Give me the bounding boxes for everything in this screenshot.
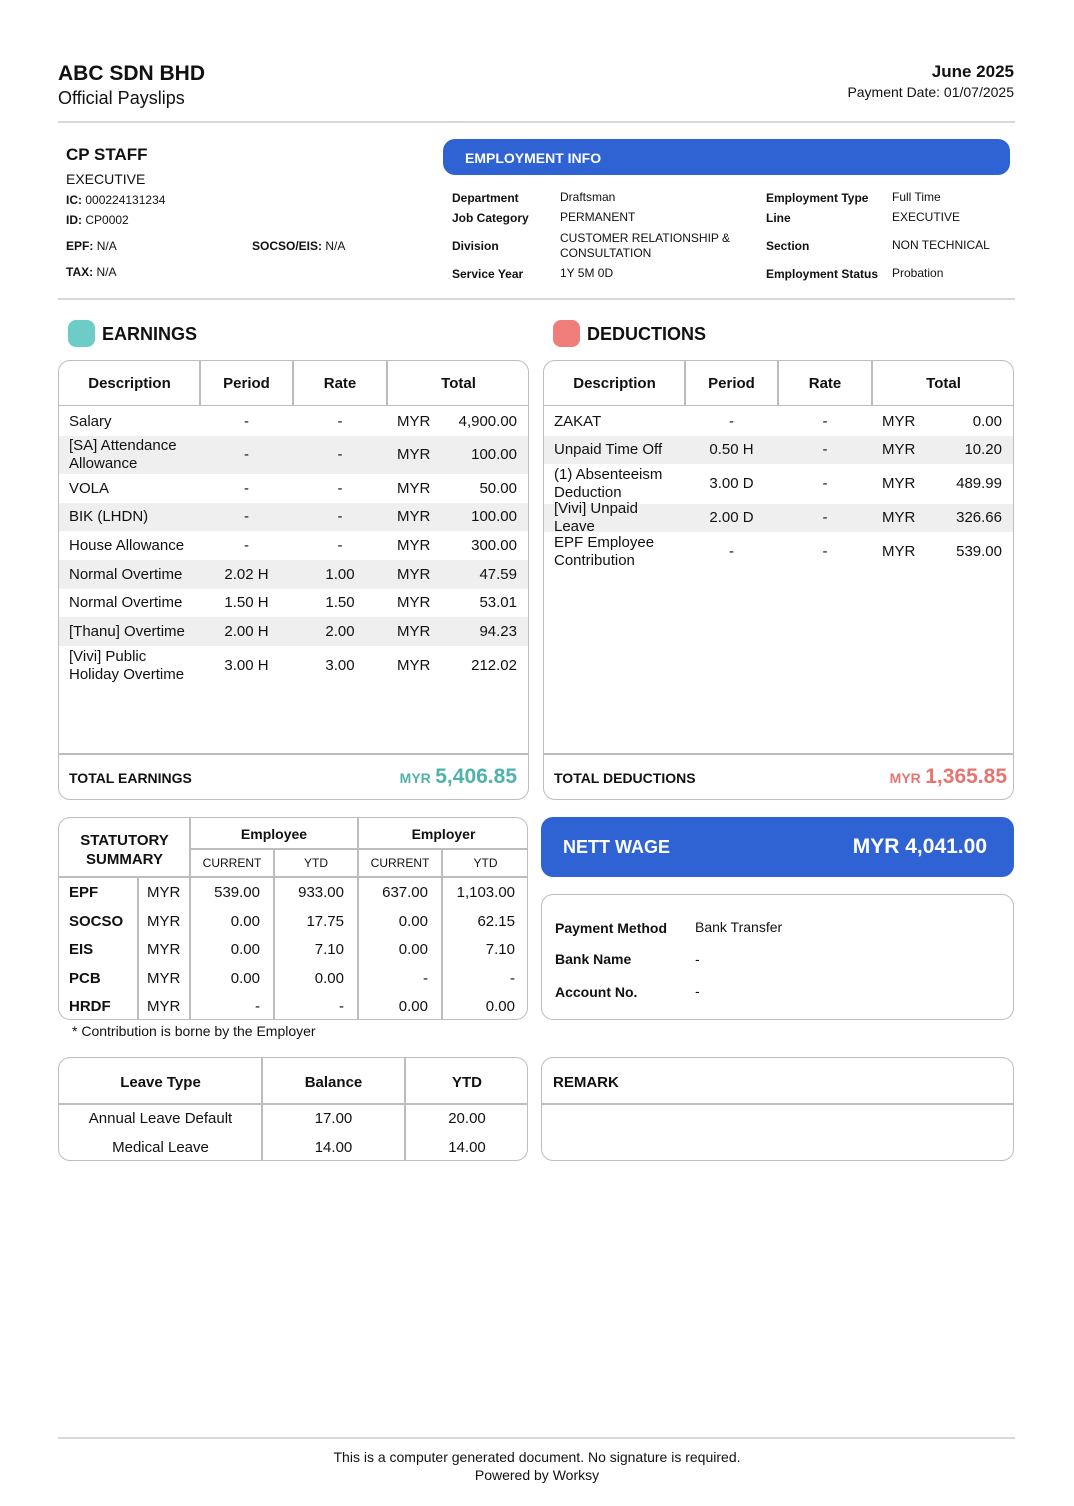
- earnings-title: EARNINGS: [102, 324, 198, 344]
- statutory-employee-header: Employee: [240, 826, 308, 842]
- info-value-job-category: PERMANENT: [560, 210, 636, 224]
- earnings-table-header: [59, 361, 528, 406]
- nett-wage-banner: [541, 817, 1014, 877]
- earnings-col-description: Description: [88, 374, 171, 392]
- total-earnings-label: TOTAL EARNINGS: [69, 770, 192, 786]
- info-label-line: Line: [766, 211, 791, 225]
- payment-date: Payment Date: 01/07/2025: [847, 84, 1014, 100]
- earnings-marker-icon: [68, 320, 95, 347]
- earnings-row: BIK (LHDN) - - MYR 100.00: [59, 503, 528, 531]
- earnings-row: Normal Overtime 1.50 H 1.50 MYR 53.01: [69, 594, 517, 611]
- deductions-table-header: [544, 361, 1013, 406]
- statutory-summary-table: [58, 817, 528, 1020]
- statutory-row: SOCSO MYR 0.00 17.75 0.00 62.15: [69, 912, 515, 930]
- info-value-section: NON TECHNICAL: [892, 238, 990, 252]
- total-deductions-value: MYR 1,365.85: [889, 765, 1007, 788]
- remark-panel: [541, 1057, 1014, 1161]
- deductions-row: [Vivi] Unpaid Leave 2.00 D - MYR 326.66: [544, 504, 1013, 532]
- info-label-division: Division: [452, 239, 499, 253]
- deductions-table: [543, 360, 1014, 800]
- payment-method-label: Payment Method: [555, 920, 668, 936]
- employee-epf: EPF: N/A: [66, 239, 117, 253]
- deductions-col-period: Period: [708, 374, 755, 392]
- leave-col-ytd: YTD: [452, 1074, 482, 1091]
- deductions-title: DEDUCTIONS: [587, 324, 707, 344]
- leave-table: [58, 1057, 528, 1161]
- info-value-department: Draftsman: [560, 190, 616, 204]
- deductions-col-total: Total: [926, 374, 961, 392]
- info-label-section: Section: [766, 239, 810, 253]
- leave-row-type: Medical Leave: [112, 1139, 209, 1156]
- leave-col-type: Leave Type: [120, 1074, 201, 1091]
- earnings-row: [Vivi] Public Holiday Overtime 3.00 H 3.00 MYR 212.02: [69, 648, 517, 683]
- employee-divider: [58, 298, 1015, 300]
- info-label-employment-type: Employment Type: [766, 191, 869, 205]
- employment-info-header: EMPLOYMENT INFO: [443, 139, 1010, 175]
- info-label-service-year: Service Year: [452, 267, 524, 281]
- info-value-employment-type: Full Time: [892, 190, 941, 204]
- info-value-service-year: 1Y 5M 0D: [560, 266, 614, 280]
- statutory-note: * Contribution is borne by the Employer: [72, 1023, 316, 1039]
- earnings-col-total: Total: [441, 374, 476, 392]
- statutory-row: HRDF MYR - - 0.00 0.00: [69, 998, 515, 1015]
- footer-divider: [58, 1437, 1015, 1439]
- employee-name: CP STAFF: [66, 145, 148, 164]
- leave-col-balance: Balance: [304, 1074, 363, 1091]
- earnings-row: VOLA - - MYR 50.00: [69, 479, 517, 497]
- payment-method-value: Bank Transfer: [695, 919, 783, 935]
- employee-id: ID: CP0002: [66, 213, 129, 227]
- header-divider: [58, 121, 1015, 123]
- total-earnings-value: MYR 5,406.85: [399, 765, 517, 788]
- company-name: ABC SDN BHD: [58, 62, 205, 85]
- employer-ytd-header: YTD: [473, 856, 498, 870]
- info-value-employment-status: Probation: [892, 266, 944, 280]
- employee-tax: TAX: N/A: [66, 265, 117, 279]
- info-label-department: Department: [452, 191, 519, 205]
- earnings-row: House Allowance - - MYR 300.00: [69, 536, 517, 554]
- pay-period: June 2025: [931, 62, 1014, 81]
- footer-disclaimer: This is a computer generated document. No signature is required.: [333, 1449, 741, 1465]
- nett-wage-label: NETT WAGE: [563, 837, 670, 857]
- footer-powered-by: Powered by Worksy: [474, 1467, 600, 1483]
- earnings-table: [58, 360, 529, 800]
- leave-row-ytd: 14.00: [448, 1139, 486, 1156]
- leave-row-balance: 17.00: [314, 1110, 353, 1127]
- earnings-row: Salary - - MYR 4,900.00: [69, 413, 517, 430]
- employer-current-header: CURRENT: [370, 856, 430, 870]
- employee-position: EXECUTIVE: [66, 171, 146, 187]
- leave-row-ytd: 20.00: [448, 1110, 486, 1127]
- bank-name-value: -: [695, 951, 700, 967]
- bank-name-label: Bank Name: [555, 951, 632, 967]
- deductions-col-rate: Rate: [808, 374, 842, 392]
- info-value-line: EXECUTIVE: [892, 210, 961, 224]
- employee-ytd-header: YTD: [304, 856, 328, 870]
- deductions-row: Unpaid Time Off 0.50 H - MYR 10.20: [544, 436, 1013, 464]
- nett-wage-value: MYR 4,041.00: [852, 835, 987, 858]
- info-label-job-category: Job Category: [452, 211, 529, 225]
- statutory-title: STATUTORY SUMMARY: [80, 832, 169, 868]
- payment-info-panel: [541, 894, 1014, 1020]
- earnings-row: Normal Overtime 2.02 H 1.00 MYR 47.59: [59, 560, 528, 589]
- leave-row-type: Annual Leave Default: [88, 1110, 233, 1127]
- statutory-employer-header: Employer: [411, 826, 476, 842]
- employee-ic: IC: 000224131234: [66, 193, 166, 207]
- earnings-row: [SA] Attendance Allowance - - MYR 100.00: [59, 436, 528, 474]
- employee-socso: SOCSO/EIS: N/A: [252, 239, 346, 253]
- statutory-row: EPF MYR 539.00 933.00 637.00 1,103.00: [69, 884, 515, 901]
- deductions-col-description: Description: [573, 374, 656, 392]
- statutory-row: PCB MYR 0.00 0.00 - -: [69, 969, 515, 987]
- deductions-row: EPF Employee Contribution - - MYR 539.00: [554, 534, 1002, 569]
- document-subtitle: Official Payslips: [58, 88, 185, 108]
- earnings-col-period: Period: [223, 374, 270, 392]
- deductions-marker-icon: [553, 320, 580, 347]
- info-value-division: CUSTOMER RELATIONSHIP & CONSULTATION: [560, 231, 731, 260]
- deductions-row: ZAKAT - - MYR 0.00: [554, 413, 1002, 430]
- statutory-row: EIS MYR 0.00 7.10 0.00 7.10: [69, 941, 515, 958]
- deductions-row: (1) Absenteeism Deduction 3.00 D - MYR 489.99: [554, 466, 1002, 501]
- total-deductions-label: TOTAL DEDUCTIONS: [554, 770, 696, 786]
- account-no-value: -: [695, 983, 700, 999]
- earnings-col-rate: Rate: [323, 374, 357, 392]
- account-no-label: Account No.: [555, 984, 638, 1000]
- earnings-row: [Thanu] Overtime 2.00 H 2.00 MYR 94.23: [59, 617, 528, 646]
- leave-row-balance: 14.00: [314, 1139, 353, 1156]
- employee-current-header: CURRENT: [202, 856, 262, 870]
- info-label-employment-status: Employment Status: [766, 267, 879, 281]
- remark-title: REMARK: [553, 1074, 619, 1091]
